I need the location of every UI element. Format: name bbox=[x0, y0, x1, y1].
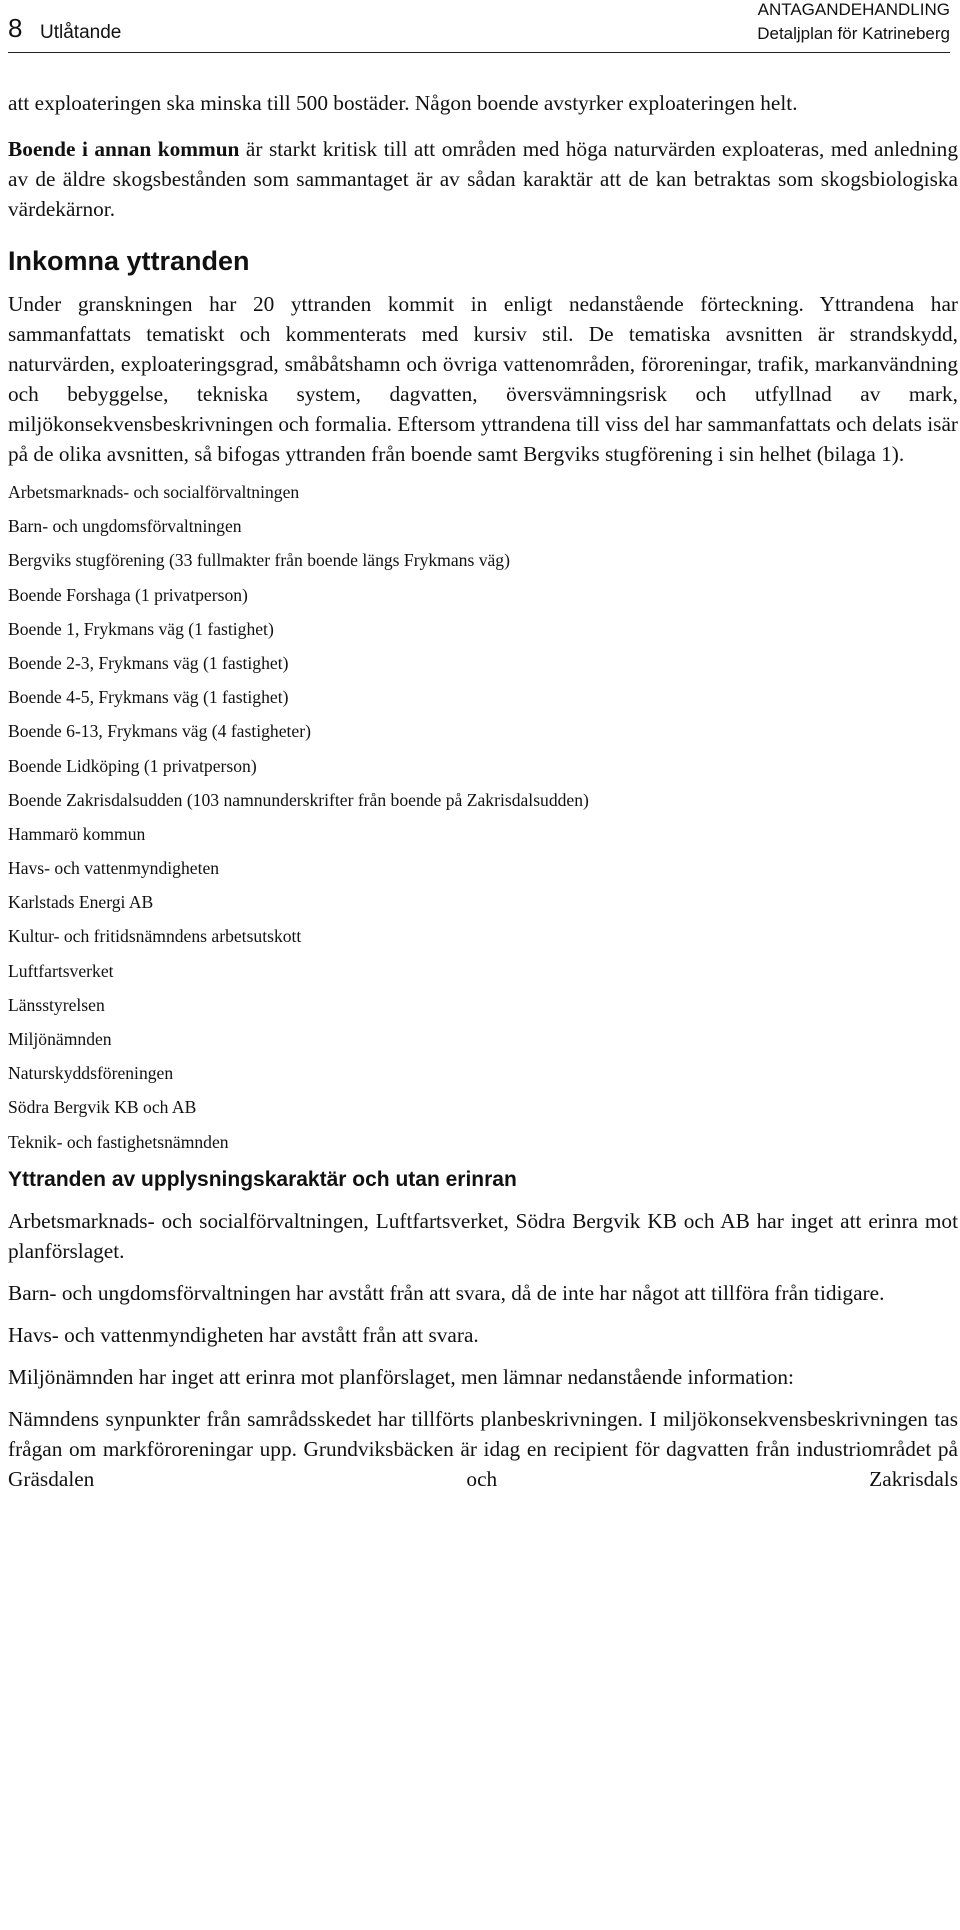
informational-statements-heading: Yttranden av upplysningskaraktär och utan erinran bbox=[8, 1167, 517, 1191]
received-statements-paragraph: Under granskningen har 20 yttranden kommit in enligt nedanstående förteckning. Yttrandena har sammanfattats tematiskt och kommenterats med kursiv stil. De tematiska avsnitten är strandskydd, naturvärden, exploateringsgrad, småbåtshamn och övriga vattenområden, föroreningar, trafik, markanvändning och bebyggelse, tekniska system, dagvatten, översvämningsrisk och utfyllnad av mark, miljökonsekvensbeskrivningen och formalia. Eftersom yttrandena till viss del har sammanfattats och delats isär på de olika avsnitten, så bifogas yttranden från boende samt Bergviks stugförening i sin helhet (bilaga 1). bbox=[8, 292, 958, 466]
environment-board-paragraph: Miljönämnden har inget att erinra mot planförslaget, men lämnar nedanstående information: bbox=[8, 1364, 794, 1389]
section-name: Utlåtande bbox=[40, 22, 122, 43]
resident-other-municipality-paragraph bbox=[8, 134, 958, 224]
list-item: Havs- och vattenmyndigheten bbox=[8, 858, 220, 879]
list-item: Södra Bergvik KB och AB bbox=[8, 1097, 197, 1118]
list-item: Länsstyrelsen bbox=[8, 994, 105, 1015]
received-statements-heading: Inkomna yttranden bbox=[8, 246, 250, 276]
list-item: Boende 6-13, Frykmans väg (4 fastigheter) bbox=[8, 721, 311, 742]
resident-other-municipality-label: Boende i annan kommun bbox=[8, 137, 240, 161]
list-item: Karlstads Energi AB bbox=[8, 892, 154, 913]
list-item: Miljönämnden bbox=[8, 1029, 112, 1049]
document-title: Detaljplan för Katrineberg bbox=[757, 24, 950, 43]
list-item: Boende Forshaga (1 privatperson) bbox=[8, 584, 248, 605]
list-item: Boende Lidköping (1 privatperson) bbox=[8, 755, 257, 776]
list-item: Bergviks stugförening (33 fullmakter från boende längs Frykmans väg) bbox=[8, 550, 510, 571]
page-header bbox=[0, 0, 960, 60]
child-youth-admin-paragraph: Barn- och ungdomsförvaltningen har avstått från att svara, då de inte har något att tillföra från tidigare. bbox=[8, 1280, 885, 1305]
list-item: Boende 4-5, Frykmans väg (1 fastighet) bbox=[8, 687, 289, 708]
list-item: Boende 2-3, Frykmans väg (1 fastighet) bbox=[8, 652, 289, 673]
intro-paragraph: att exploateringen ska minska till 500 bostäder. Någon boende avstyrker exploateringen helt. bbox=[8, 91, 798, 115]
list-item: Teknik- och fastighetsnämnden bbox=[8, 1131, 229, 1152]
resident-other-municipality-text: är starkt kritisk till att områden med höga naturvärden exploateras, med anledning av de äldre skogsbestånden som sammantaget är av sådan karaktär att de kan betraktas som skogsbiologiska värdekärnor. bbox=[8, 137, 958, 221]
list-item: Hammarö kommun bbox=[8, 823, 146, 844]
list-item: Boende Zakrisdalsudden (103 namnunderskrifter från boende på Zakrisdalsudden) bbox=[8, 789, 589, 810]
list-item: Arbetsmarknads- och socialförvaltningen bbox=[8, 482, 300, 502]
no-objection-paragraph: Arbetsmarknads- och socialförvaltningen, Luftfartsverket, Södra Bergvik KB och AB har inget att erinra mot planförslaget. bbox=[8, 1208, 958, 1263]
document-status: ANTAGANDEHANDLING bbox=[757, 0, 950, 19]
list-item: Luftfartsverket bbox=[8, 960, 114, 981]
list-item: Naturskyddsföreningen bbox=[8, 1063, 174, 1084]
list-item: Barn- och ungdomsförvaltningen bbox=[8, 516, 242, 537]
list-item: Boende 1, Frykmans väg (1 fastighet) bbox=[8, 618, 274, 639]
page-content bbox=[8, 88, 958, 1494]
header-divider bbox=[8, 52, 950, 53]
page-number: 8 bbox=[8, 13, 23, 43]
list-item: Kultur- och fritidsnämndens arbetsutskott bbox=[8, 926, 302, 947]
respondent-list bbox=[8, 482, 958, 1166]
marine-water-authority-paragraph: Havs- och vattenmyndigheten har avstått från att svara. bbox=[8, 1322, 479, 1347]
board-views-paragraph: Nämndens synpunkter från samrådsskedet har tillförts planbeskrivningen. I miljökonsekvensbeskrivningen tas frågan om markföroreningar upp. Grundviksbäcken är idag en recipient för dagvatten från industriområdet på Gräsdalen och Zakrisdals bbox=[8, 1406, 958, 1491]
